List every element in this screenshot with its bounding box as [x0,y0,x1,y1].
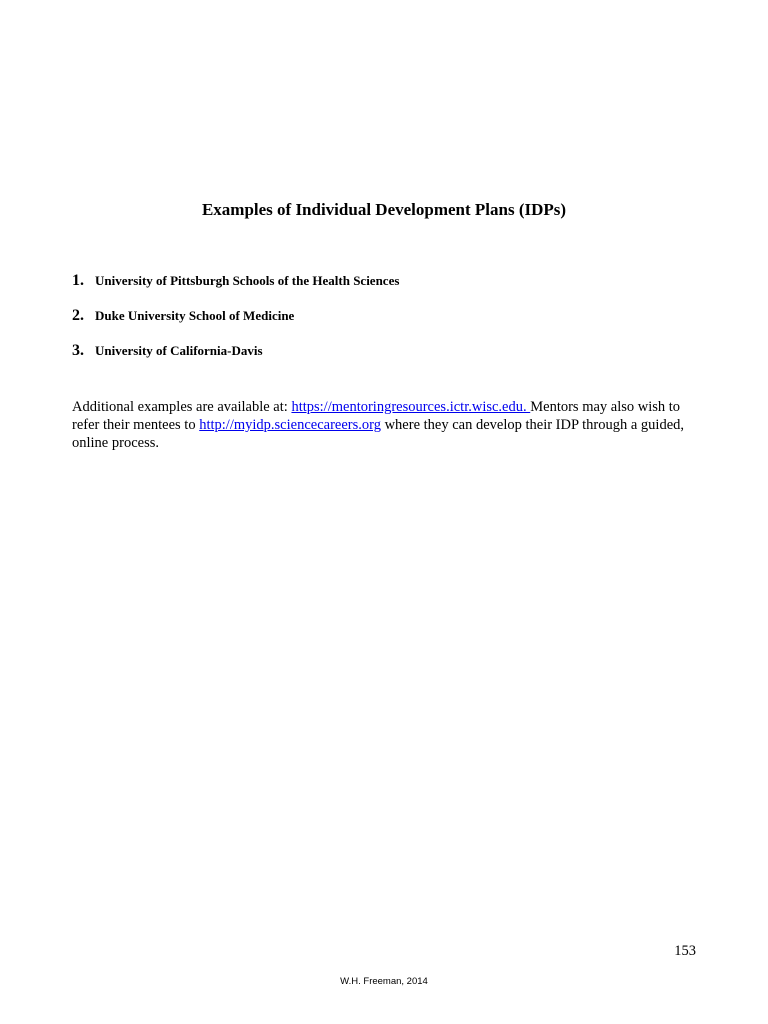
list-item-number: 1. [72,272,84,289]
additional-examples-paragraph [72,398,704,452]
additional-text-intro: Additional examples are available at: [72,399,292,415]
page-number: 153 [674,943,696,959]
additional-text-end: where they can develop their IDP through a guided, online process. [72,417,685,451]
idp-examples-list [72,272,712,377]
list-item-number: 3. [72,342,84,359]
myidp-link[interactable]: http://myidp.sciencecareers.org [199,417,381,433]
list-item-number: 2. [72,307,84,324]
page-title: Examples of Individual Development Plans (IDPs) [201,200,567,219]
list-item [72,307,712,342]
list-item-label-uc-davis: University of California-Davis [95,343,263,358]
list-item [72,342,712,377]
list-item-label-duke: Duke University School of Medicine [95,308,295,323]
list-item [72,272,712,307]
list-item-label-pittsburgh: University of Pittsburgh Schools of the Health Sciences [95,273,400,288]
footer-credit: W.H. Freeman, 2014 [340,976,428,987]
mentoring-resources-link[interactable]: https://mentoringresources.ictr.wisc.edu. [291,399,531,415]
additional-text-middle: Mentors may also wish to refer their mentees to [72,399,681,433]
